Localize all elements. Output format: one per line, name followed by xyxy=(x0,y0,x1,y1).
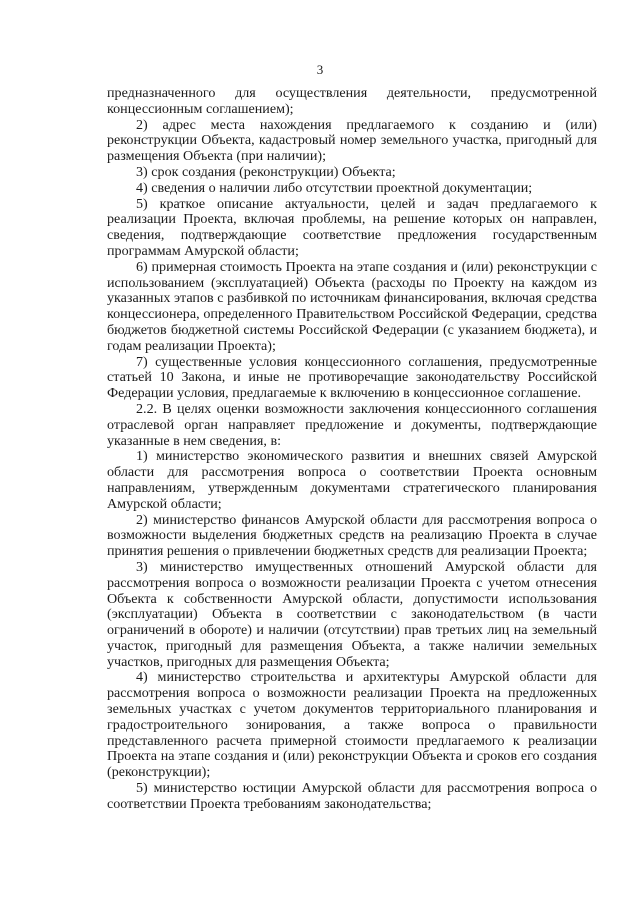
page-number: 3 xyxy=(316,62,324,77)
paragraph-item-5-description: 5) краткое описание актуальности, целей и задач предлагаемого к реализации Проекта, включая проблемы, на решение которых он направлен, сведения, подтверждающие соответствие предложения государственным программам Амурской области; xyxy=(107,195,597,259)
paragraph-ministry-justice: 5) министерство юстиции Амурской области для рассмотрения вопроса о соответствии Проекта требованиям законодательства; xyxy=(107,780,597,812)
paragraph-section-2-2: 2.2. В целях оценки возможности заключения концессионного соглашения отраслевой орган направляет предложение и документы, подтверждающие указанные в нем сведения, в: xyxy=(107,400,597,449)
paragraph-ministry-economy: 1) министерство экономического развития и внешних связей Амурской области для рассмотрения вопроса о соответствии Проекта основным направлениям, утвержденным документами стратегического планирования Амурской области; xyxy=(107,448,597,512)
paragraph-item-6-cost: 6) примерная стоимость Проекта на этапе создания и (или) реконструкции с использованием (эксплуатацией) Объекта (расходы по Проекту на каждом из указанных этапов с разбивкой по источникам финансирования, включая средства концессионера, определенного Правительством Российской Федерации, средства бюджетов бюджетной системы Российской Федерации (с указанием бюджета), и годам реализации Проекта); xyxy=(107,258,597,354)
document-body xyxy=(107,86,597,813)
paragraph-item-2-address: 2) адрес места нахождения предлагаемого к созданию и (или) реконструкции Объекта, кадастровый номер земельного участка, пригодный для размещения Объекта (при наличии); xyxy=(107,116,597,165)
paragraph-ministry-property: 3) министерство имущественных отношений Амурской области для рассмотрения вопроса о возможности реализации Проекта с учетом отнесения Объекта к собственности Амурской области, допустимости использования (эксплуатации) Объекта в соответствии с законодательством (в части ограничений в обороте) и наличии (отсутствии) прав третьих лиц на земельный участок, пригодный для размещения Объекта, а также наличии земельных участков, пригодных для размещения Объекта; xyxy=(107,558,597,670)
paragraph-item-3-term: 3) срок создания (реконструкции) Объекта; xyxy=(136,163,396,180)
paragraph-ministry-construction: 4) министерство строительства и архитектуры Амурской области для рассмотрения вопроса о возможности реализации Проекта на предложенных земельных участках с учетом документов территориального планирования и градостроительного зонирования, а также вопроса о правильности представленного расчета примерной стоимости предлагаемого к реализации Проекта на этапе создания и (или) реконструкции Объекта и сроков его создания (реконструкции); xyxy=(107,669,597,781)
paragraph-item-7-conditions: 7) существенные условия концессионного соглашения, предусмотренные статьей 10 Закона, и иные не противоречащие законодательству Российской Федерации условия, предлагаемые к включению в концессионное соглашение. xyxy=(107,353,597,402)
paragraph-ministry-finance: 2) министерство финансов Амурской области для рассмотрения вопроса о возможности выделения бюджетных средств на реализацию Проекта в случае принятия решения о привлечении бюджетных средств для реализации Проекта; xyxy=(107,511,597,560)
paragraph-continuation: предназначенного для осуществления деятельности, предусмотренной концессионным соглашением); xyxy=(107,85,597,117)
paragraph-item-4-project-docs: 4) сведения о наличии либо отсутствии проектной документации; xyxy=(136,179,533,196)
